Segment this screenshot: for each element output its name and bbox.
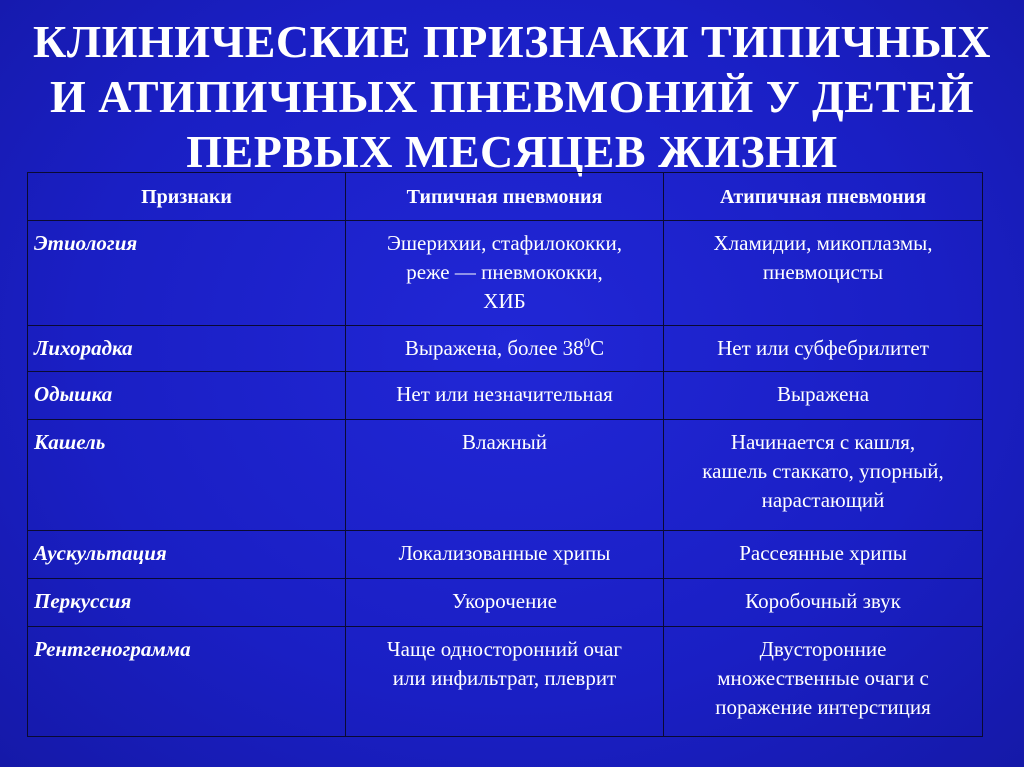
header-atypical: Атипичная пневмония xyxy=(664,173,983,221)
atypical-cell xyxy=(664,420,983,531)
title-line-1: КЛИНИЧЕСКИЕ ПРИЗНАКИ ТИПИЧНЫХ xyxy=(33,16,991,67)
table-row xyxy=(28,221,983,326)
typical-text: Влажный xyxy=(462,430,547,454)
typical-text-suffix: С xyxy=(590,336,605,360)
feature-cell: Кашель xyxy=(28,420,346,531)
atypical-text: Выражена xyxy=(776,382,870,406)
feature-cell: Одышка xyxy=(28,372,346,420)
comparison-table xyxy=(27,172,983,737)
header-typical: Типичная пневмония xyxy=(346,173,664,221)
typical-cell xyxy=(346,531,664,579)
atypical-cell xyxy=(664,221,983,326)
typical-cell xyxy=(346,579,664,627)
typical-text: Чаще односторонний очаг или инфильтрат, плеврит xyxy=(387,637,622,690)
page-title xyxy=(20,14,1004,179)
atypical-text: Рассеянные хрипы xyxy=(739,541,907,565)
typical-text: Эшерихии, стафилококки, реже — пневмококки, ХИБ xyxy=(387,231,622,313)
typical-text: Локализованные хрипы xyxy=(398,541,611,565)
atypical-text: Двусторонние множественные очаги с поражение интерстиция xyxy=(715,637,931,719)
table-row xyxy=(28,627,983,737)
header-features: Признаки xyxy=(28,173,346,221)
title-line-2: И АТИПИЧНЫХ ПНЕВМОНИЙ У ДЕТЕЙ xyxy=(49,71,975,122)
table-row xyxy=(28,372,983,420)
feature-cell: Этиология xyxy=(28,221,346,326)
typical-text: Укорочение xyxy=(452,589,557,613)
table-row xyxy=(28,326,983,372)
feature-cell: Лихорадка xyxy=(28,326,346,372)
typical-text: Нет или незначительная xyxy=(396,382,613,406)
typical-text-prefix: Выражена, более 38 xyxy=(404,336,584,360)
atypical-cell xyxy=(664,579,983,627)
feature-cell: Аускультация xyxy=(28,531,346,579)
typical-cell xyxy=(346,221,664,326)
atypical-cell xyxy=(664,326,983,372)
atypical-cell xyxy=(664,627,983,737)
atypical-text: Хламидии, микоплазмы, пневмоцисты xyxy=(713,231,933,284)
typical-cell xyxy=(346,627,664,737)
atypical-cell xyxy=(664,372,983,420)
typical-cell xyxy=(346,420,664,531)
table-row xyxy=(28,420,983,531)
atypical-cell xyxy=(664,531,983,579)
atypical-text: Начинается с кашля, кашель стаккато, упорный, нарастающий xyxy=(702,430,944,512)
table-row xyxy=(28,579,983,627)
feature-cell: Рентгенограмма xyxy=(28,627,346,737)
table-row xyxy=(28,531,983,579)
title-line-3: ПЕРВЫХ МЕСЯЦЕВ ЖИЗНИ xyxy=(186,126,838,177)
feature-cell: Перкуссия xyxy=(28,579,346,627)
typical-cell xyxy=(346,372,664,420)
table-header-row xyxy=(28,173,983,221)
typical-text-sup: 0 xyxy=(583,335,591,350)
typical-cell xyxy=(346,326,664,372)
atypical-text: Нет или субфебрилитет xyxy=(717,336,929,360)
atypical-text: Коробочный звук xyxy=(745,589,901,613)
